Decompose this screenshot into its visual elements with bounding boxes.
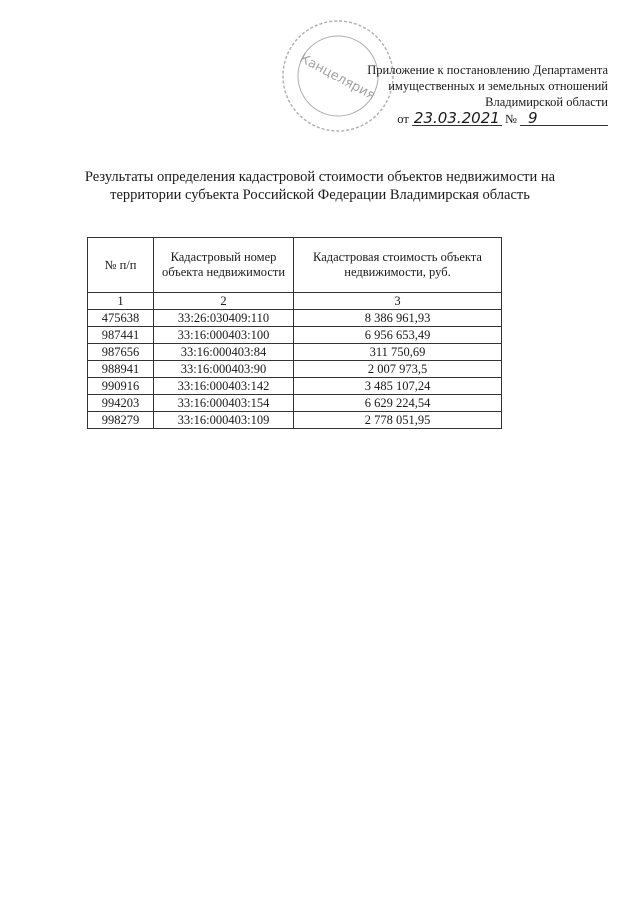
cadastral-number: 33:16:000403:109 (154, 412, 294, 429)
table-row (88, 310, 502, 327)
stamp-text: Канцелярия (297, 51, 378, 104)
title-line-1: Результаты определения кадастровой стоимости объектов недвижимости на (84, 169, 556, 185)
cadastral-value-table (87, 237, 502, 429)
column-number-row (88, 293, 502, 310)
table-row (88, 327, 502, 344)
table-row (88, 344, 502, 361)
cadastral-number: 33:26:030409:110 (154, 310, 294, 327)
cadastral-value: 3 485 107,24 (294, 378, 502, 395)
column-header-cadastral-number: Кадастровый номер объекта недвижимости (154, 238, 294, 293)
cadastral-number: 33:16:000403:84 (154, 344, 294, 361)
column-header-cadastral-value: Кадастровая стоимость объекта недвижимости, руб. (294, 238, 502, 293)
cadastral-value: 6 629 224,54 (294, 395, 502, 412)
date-prefix: от (397, 112, 409, 126)
title-line-2: территории субъекта Российской Федерации Владимирская область (110, 187, 530, 203)
row-index: 987441 (88, 327, 154, 344)
date-number-line (338, 111, 608, 127)
number-prefix: № (504, 112, 517, 126)
row-index: 990916 (88, 378, 154, 395)
column-number: 2 (154, 293, 294, 310)
column-number: 3 (294, 293, 502, 310)
header-line-2: имущественных и земельных отношений (388, 79, 608, 93)
cadastral-value: 6 956 653,49 (294, 327, 502, 344)
table-row (88, 395, 502, 412)
handwritten-number: 9 (520, 111, 608, 126)
cadastral-number: 33:16:000403:154 (154, 395, 294, 412)
header-line-1: Приложение к постановлению Департамента (367, 63, 608, 77)
table-row (88, 378, 502, 395)
cadastral-value: 2 778 051,95 (294, 412, 502, 429)
appendix-header (338, 62, 608, 127)
cadastral-value: 2 007 973,5 (294, 361, 502, 378)
table-row (88, 361, 502, 378)
header-line-3: Владимирской области (485, 95, 608, 109)
document-title (40, 168, 600, 204)
cadastral-number: 33:16:000403:142 (154, 378, 294, 395)
row-index: 475638 (88, 310, 154, 327)
column-number: 1 (88, 293, 154, 310)
handwritten-date: 23.03.2021 (413, 109, 500, 127)
column-header-index: № п/п (88, 238, 154, 293)
row-index: 987656 (88, 344, 154, 361)
cadastral-value: 8 386 961,93 (294, 310, 502, 327)
table-row (88, 412, 502, 429)
table-header-row (88, 238, 502, 293)
cadastral-number: 33:16:000403:100 (154, 327, 294, 344)
cadastral-number: 33:16:000403:90 (154, 361, 294, 378)
row-index: 994203 (88, 395, 154, 412)
row-index: 998279 (88, 412, 154, 429)
row-index: 988941 (88, 361, 154, 378)
cadastral-value: 311 750,69 (294, 344, 502, 361)
